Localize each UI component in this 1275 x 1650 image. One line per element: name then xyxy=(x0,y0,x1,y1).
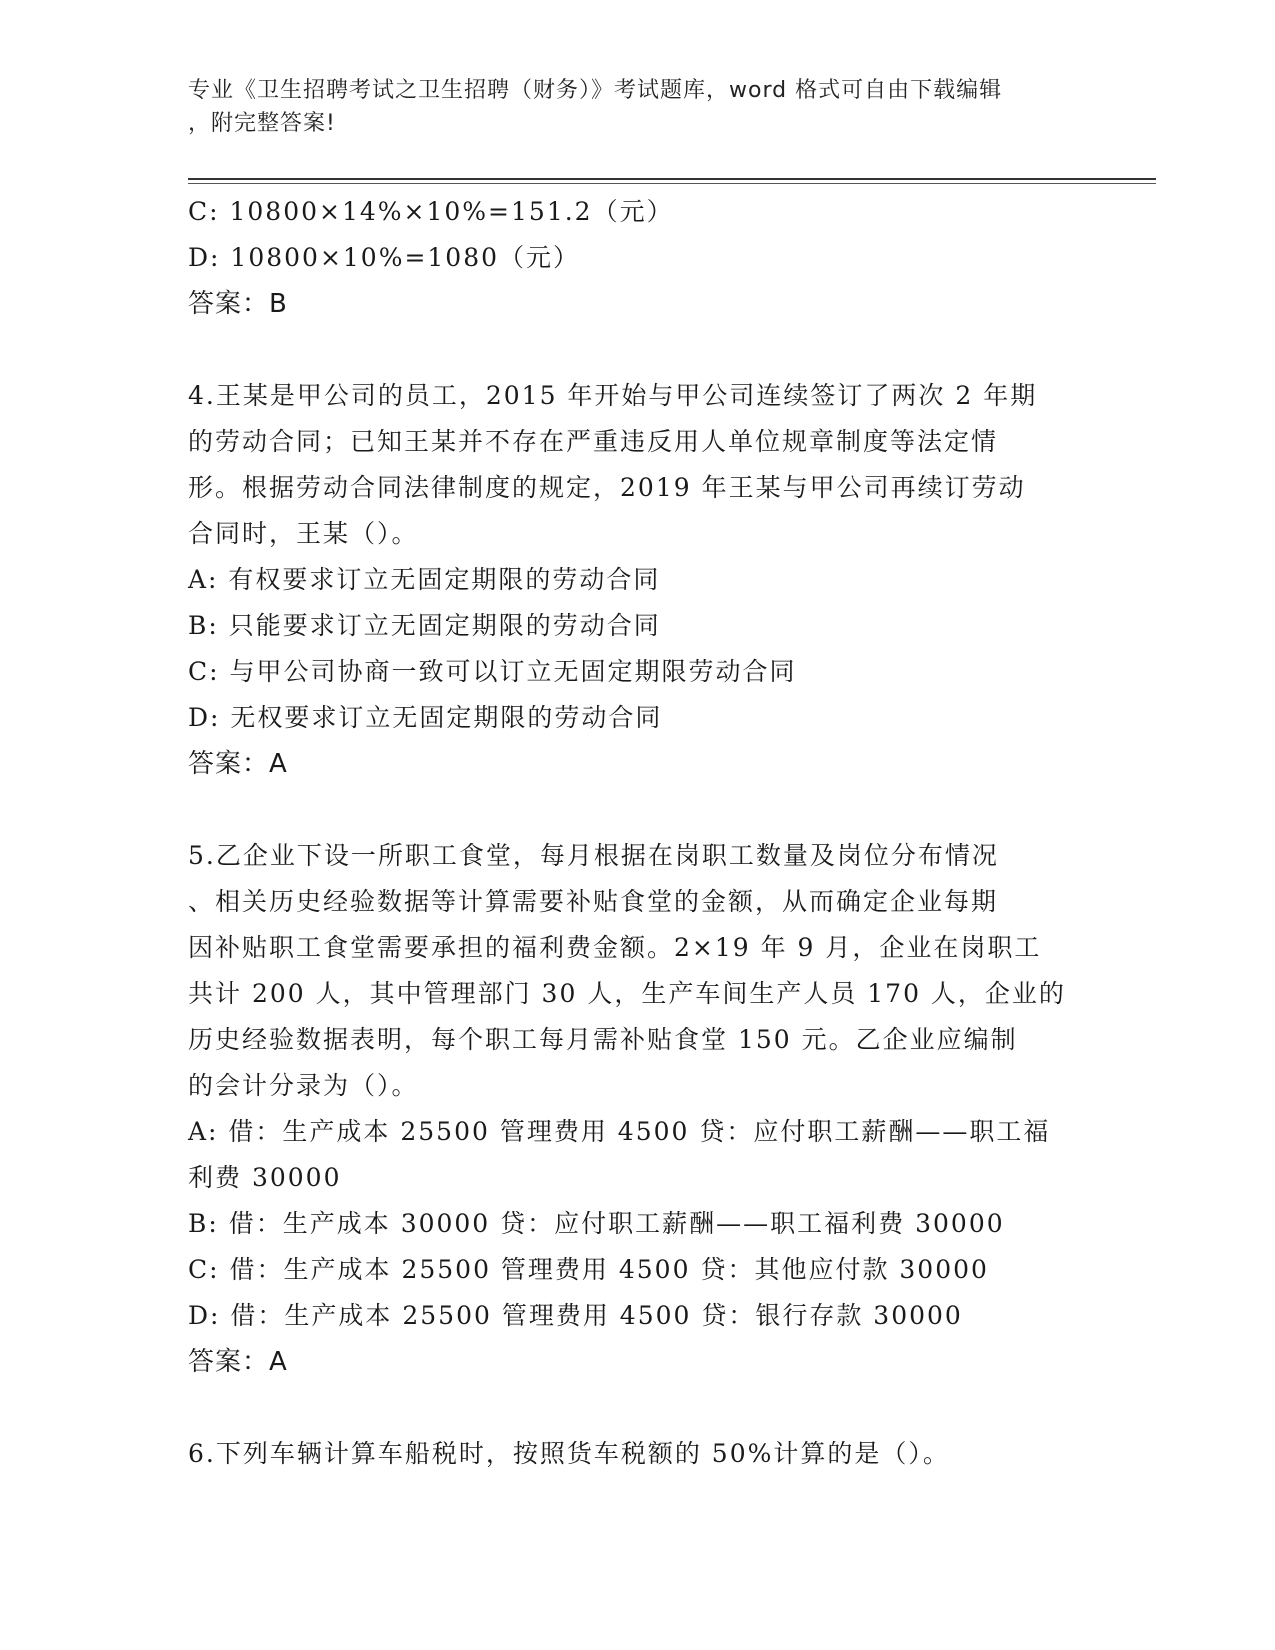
question-5 xyxy=(188,833,1088,1385)
question-stem-line: 共计 200 人，其中管理部门 30 人，生产车间生产人员 170 人，企业的 xyxy=(188,979,1066,1008)
spacer xyxy=(188,327,1088,373)
option-c: C: 10800×14%×10%=151.2（元） xyxy=(188,197,674,226)
question-stem-line: 、相关历史经验数据等计算需要补贴食堂的金额，从而确定企业每期 xyxy=(188,887,999,916)
question-stem-line: 合同时，王某（）。 xyxy=(188,519,419,548)
question-4 xyxy=(188,373,1088,787)
question-stem-line: 形。根据劳动合同法律制度的规定，2019 年王某与甲公司再续订劳动 xyxy=(188,473,1026,502)
header-divider-thin xyxy=(188,183,1156,184)
header-divider-thick xyxy=(188,178,1156,180)
answer-line: 答案：A xyxy=(188,1347,288,1377)
header-line-1: 专业《卫生招聘考试之卫生招聘（财务）》考试题库，word 格式可自由下载编辑 xyxy=(188,78,1003,103)
option-a-continued: 利费 30000 xyxy=(188,1163,342,1192)
question-stem-line: 4.王某是甲公司的员工，2015 年开始与甲公司连续签订了两次 2 年期 xyxy=(188,381,1038,410)
option-b: B: 只能要求订立无固定期限的劳动合同 xyxy=(188,611,661,640)
question-6 xyxy=(188,1431,1088,1477)
document-header xyxy=(188,74,1088,140)
question-stem-line: 的劳动合同；已知王某并不存在严重违反用人单位规章制度等法定情 xyxy=(188,427,999,456)
option-d: D: 无权要求订立无固定期限的劳动合同 xyxy=(188,703,663,732)
question-stem-line: 历史经验数据表明，每个职工每月需补贴食堂 150 元。乙企业应编制 xyxy=(188,1025,1018,1054)
question-stem-line: 6.下列车辆计算车船税时，按照货车税额的 50%计算的是（）。 xyxy=(188,1439,950,1468)
option-b: B: 借：生产成本 30000 贷：应付职工薪酬——职工福利费 30000 xyxy=(188,1209,1005,1238)
answer-line: 答案：B xyxy=(188,289,288,319)
option-d: D: 借：生产成本 25500 管理费用 4500 贷：银行存款 30000 xyxy=(188,1301,963,1330)
option-c: C: 借：生产成本 25500 管理费用 4500 贷：其他应付款 30000 xyxy=(188,1255,989,1284)
option-d: D: 10800×10%=1080（元） xyxy=(188,243,581,272)
question-stem-line: 的会计分录为（）。 xyxy=(188,1071,419,1100)
spacer xyxy=(188,787,1088,833)
option-c: C: 与甲公司协商一致可以订立无固定期限劳动合同 xyxy=(188,657,797,686)
answer-line: 答案：A xyxy=(188,749,288,779)
option-a: A: 有权要求订立无固定期限的劳动合同 xyxy=(188,565,661,594)
header-line-2: ，附完整答案! xyxy=(188,111,336,136)
document-body xyxy=(188,189,1088,1477)
question-3-tail xyxy=(188,189,1088,327)
question-stem-line: 因补贴职工食堂需要承担的福利费金额。2×19 年 9 月，企业在岗职工 xyxy=(188,933,1042,962)
question-stem-line: 5.乙企业下设一所职工食堂，每月根据在岗职工数量及岗位分布情况 xyxy=(188,841,999,870)
option-a: A: 借：生产成本 25500 管理费用 4500 贷：应付职工薪酬——职工福 xyxy=(188,1117,1051,1146)
spacer xyxy=(188,1385,1088,1431)
